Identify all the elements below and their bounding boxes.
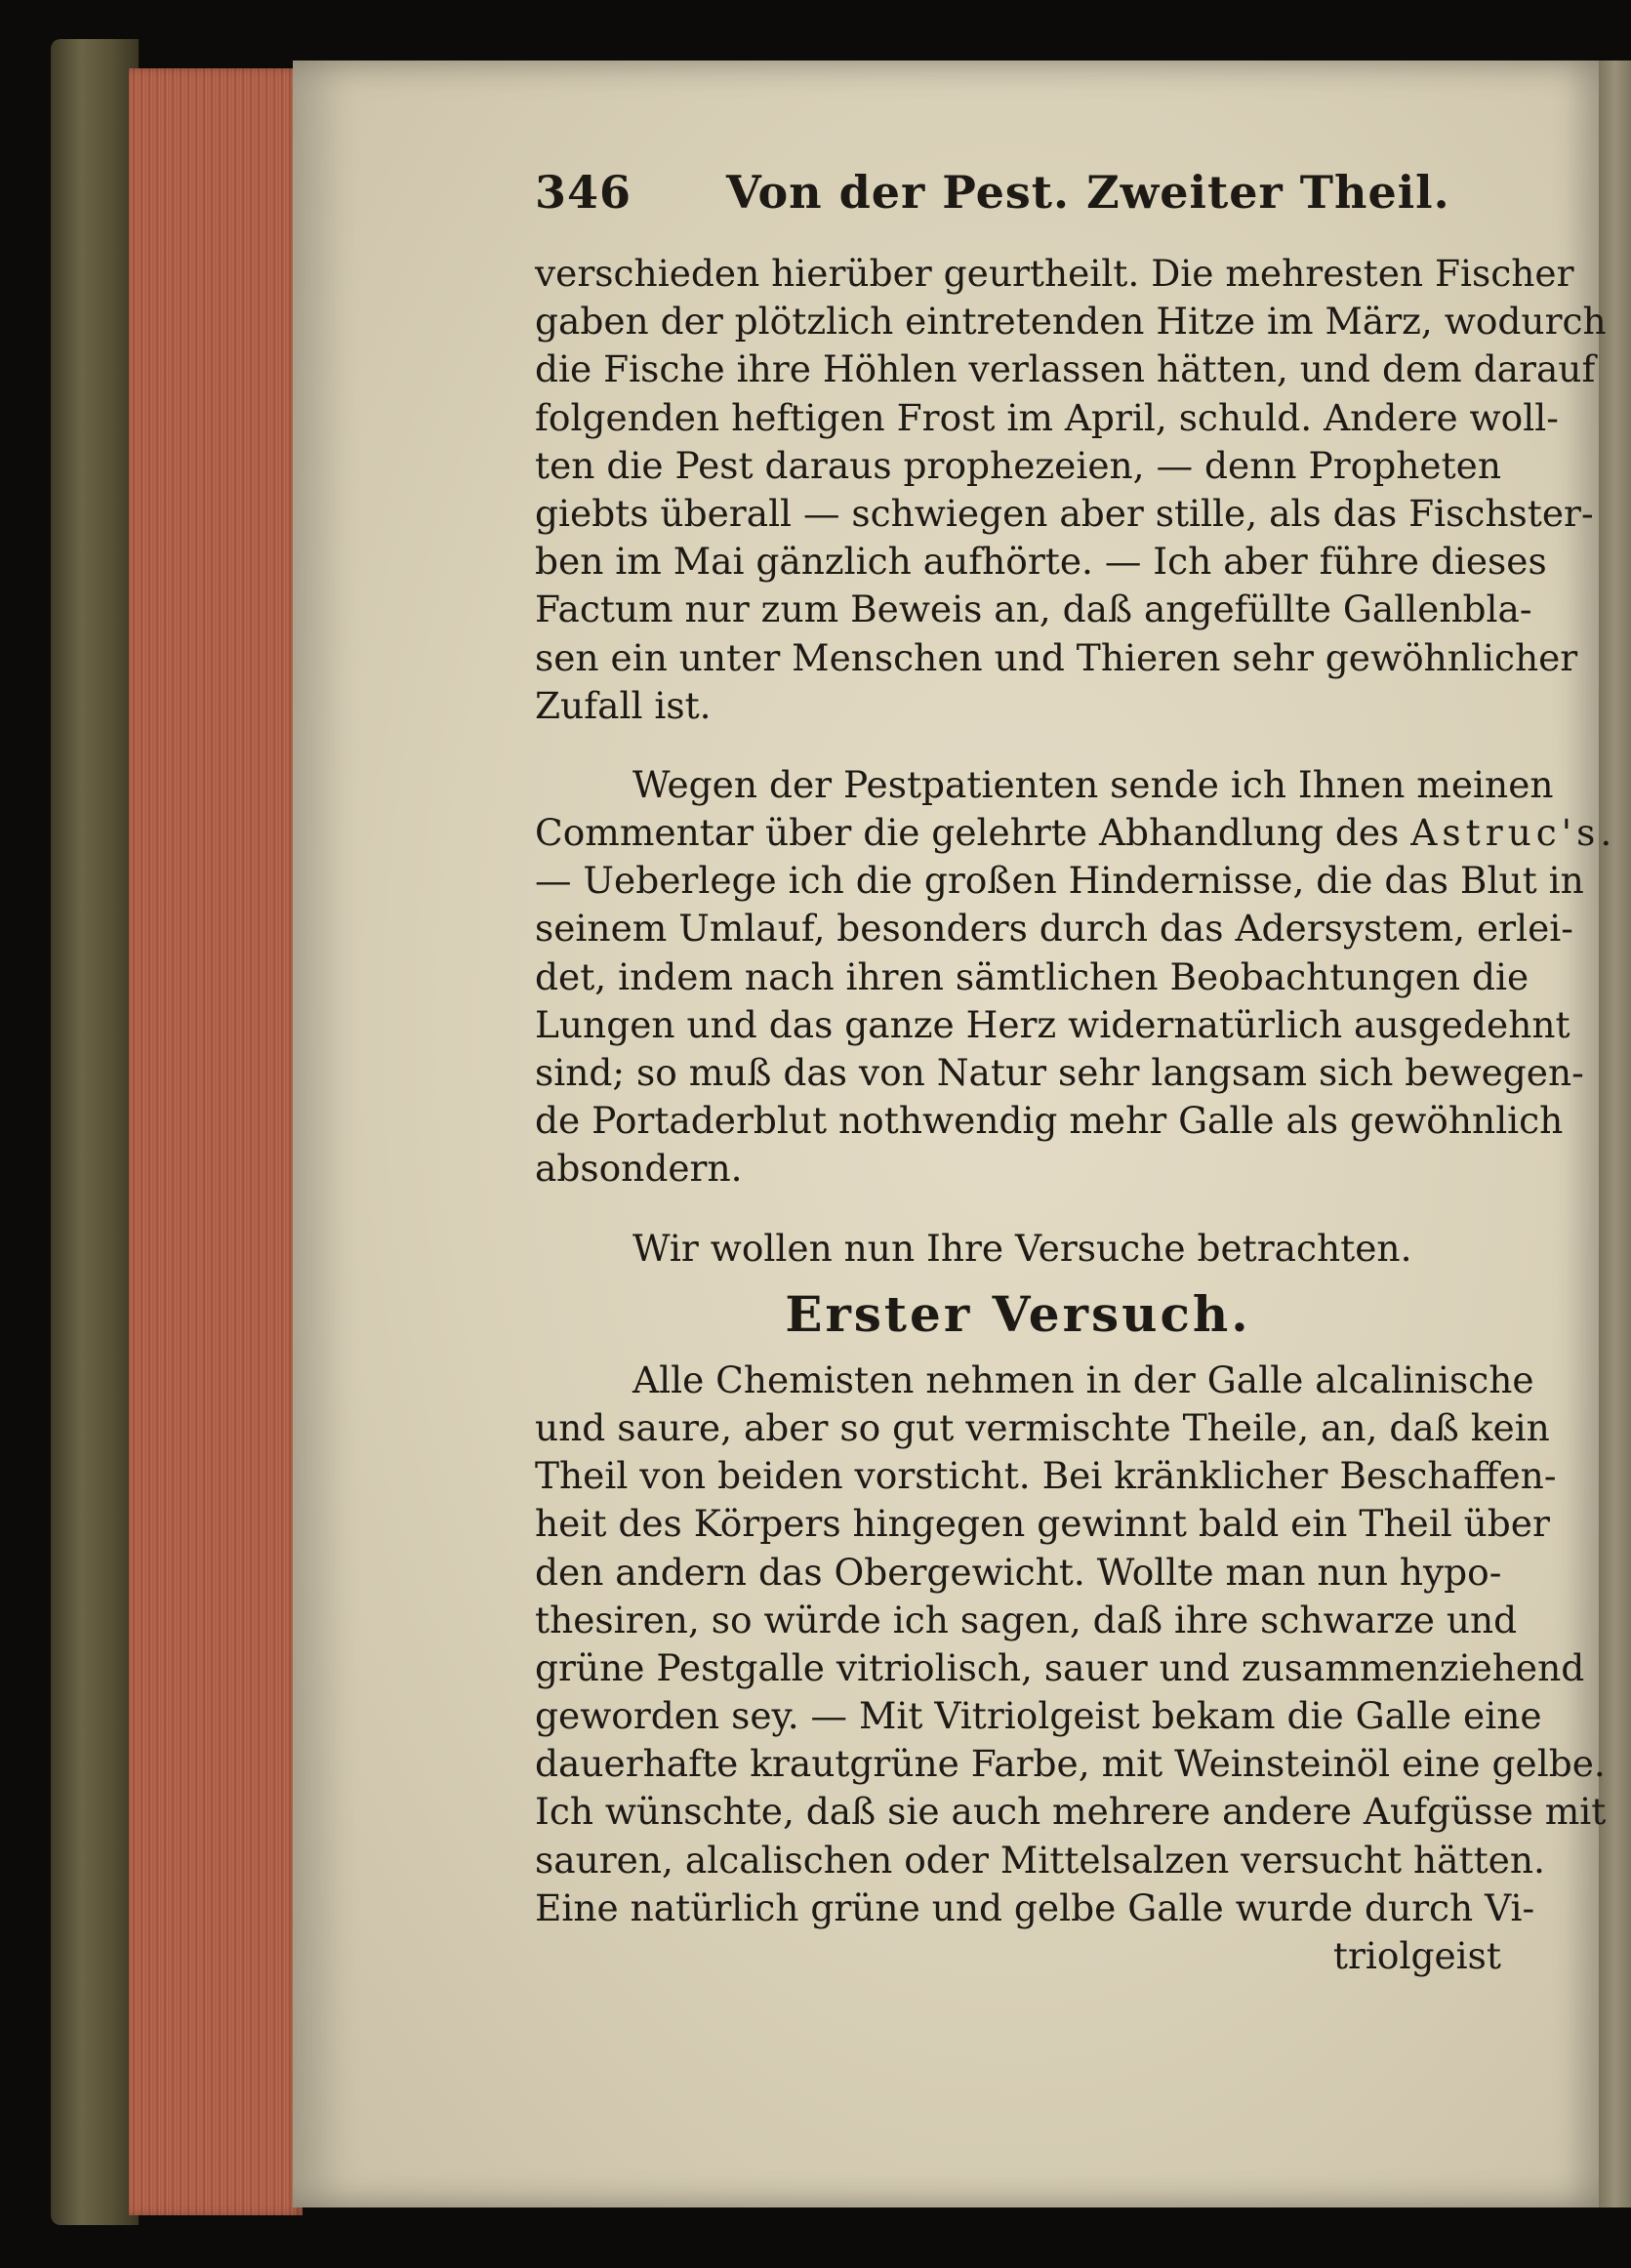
text-line: thesiren, so würde ich sagen, daß ihre schwarze und	[535, 1598, 1518, 1641]
text-line: — Ueberlege ich die großen Hindernisse, die das Blut in	[535, 859, 1584, 903]
text-line: grüne Pestgalle vitriolisch, sauer und zusammenziehend	[535, 1645, 1585, 1689]
text-line: Wegen der Pestpatienten sende ich Ihnen meinen	[632, 762, 1554, 806]
text-line: folgenden heftigen Frost im April, schuld. Andere woll-	[535, 395, 1559, 439]
catchword: triolgeist	[1332, 1934, 1501, 1977]
text-line: Zufall ist.	[535, 683, 712, 727]
text-run: Commentar über die gelehrte Abhandlung des	[535, 811, 1400, 855]
text-line: ten die Pest daraus prophezeien, — denn Propheten	[535, 443, 1501, 487]
text-line: die Fische ihre Höhlen verlassen hätten, und dem darauf	[535, 347, 1596, 391]
text-line: Lungen und das ganze Herz widernatürlich ausgedehnt	[535, 1002, 1570, 1046]
text-line: Factum nur zum Beweis an, daß angefüllte Gallenbla-	[535, 587, 1532, 631]
text-line: Eine natürlich grüne und gelbe Galle wurde durch Vi-	[535, 1885, 1535, 1929]
text-line: sauren, alcalischen oder Mittelsalzen versucht hätten.	[535, 1838, 1545, 1882]
text-line: den andern das Obergewicht. Wollte man nun hypo-	[535, 1550, 1502, 1594]
text-line: geworden sey. — Mit Vitriolgeist bekam die Galle eine	[535, 1694, 1542, 1738]
paragraph-spacer	[535, 1194, 1501, 1225]
text-line: giebts überall — schwiegen aber stille, als das Fischster-	[535, 491, 1594, 535]
paragraph-3	[535, 1225, 1501, 1273]
text-line: gaben der plötzlich eintretenden Hitze im März, wodurch	[535, 300, 1607, 344]
page-number: 346	[535, 166, 632, 219]
section-paragraph	[535, 1357, 1607, 1980]
text-line: Alle Chemisten nehmen in der Galle alcalinische	[632, 1357, 1534, 1401]
text-line: seinem Umlauf, besonders durch das Adersystem, erlei-	[535, 907, 1573, 951]
text-line: sen ein unter Menschen und Thieren sehr gewöhnlicher	[535, 635, 1578, 679]
author-name: Astruc's.	[1410, 811, 1617, 855]
paragraph-1	[535, 250, 1607, 730]
text-line: heit des Körpers hingegen gewinnt bald ein Theil über	[535, 1502, 1550, 1546]
running-head	[535, 166, 1501, 250]
book-page	[293, 61, 1617, 2207]
paragraph-spacer	[535, 730, 1501, 761]
text-line: verschieden hierüber geurtheilt. Die mehresten Fischer	[535, 252, 1574, 295]
paragraph-2	[535, 761, 1617, 1194]
book-cover	[51, 39, 139, 2225]
section-heading: Erster Versuch.	[785, 1284, 1251, 1343]
text-line-with-name	[535, 809, 1617, 857]
text-line: Ich wünschte, daß sie auch mehrere andere Aufgüsse mit	[535, 1790, 1607, 1834]
text-line: dauerhafte krautgrüne Farbe, mit Weinsteinöl eine gelbe.	[535, 1742, 1606, 1786]
text-line: Theil von beiden vorsticht. Bei kränklicher Beschaffen-	[535, 1454, 1557, 1498]
text-line: sind; so muß das von Natur sehr langsam sich bewegen-	[535, 1051, 1584, 1094]
text-line: absondern.	[535, 1147, 743, 1191]
text-line: und saure, aber so gut vermischte Theile, an, daß kein	[535, 1405, 1550, 1449]
text-line: ben im Mai gänzlich aufhörte. — Ich aber führe dieses	[535, 540, 1547, 584]
text-line: de Portaderblut nothwendig mehr Galle als gewöhnlich	[535, 1099, 1564, 1143]
text-block	[535, 166, 1617, 1980]
page-edges	[129, 68, 303, 2215]
text-line: Wir wollen nun Ihre Versuche betrachten.	[632, 1226, 1412, 1270]
running-title: Von der Pest. Zweiter Theil.	[726, 166, 1450, 219]
text-line: det, indem nach ihren sämtlichen Beobachtungen die	[535, 954, 1529, 998]
